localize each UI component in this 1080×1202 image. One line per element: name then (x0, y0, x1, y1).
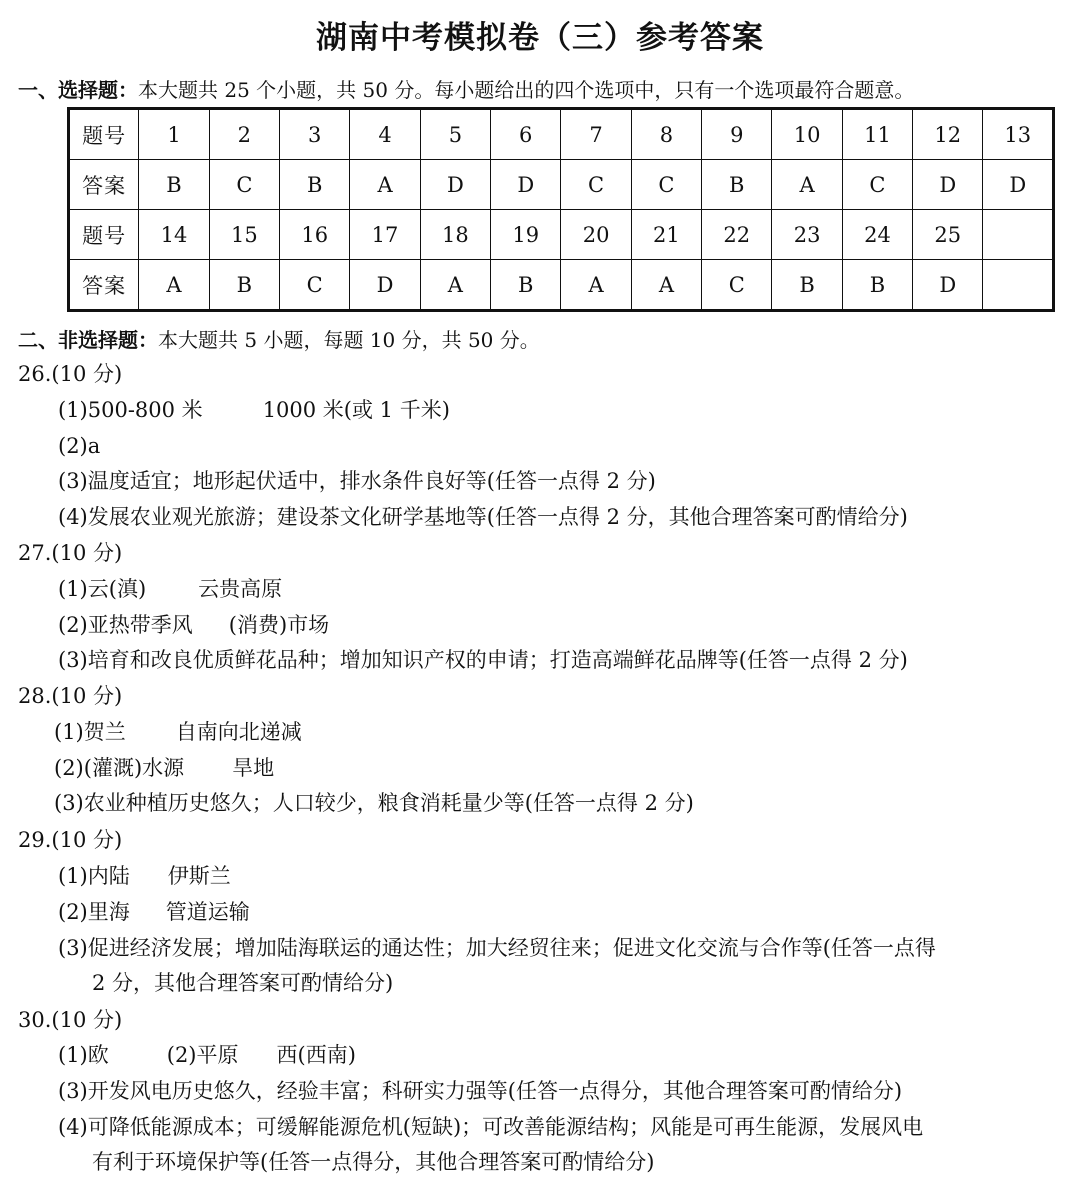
q30-answer-2b: 西(西南) (276, 1043, 356, 1067)
q29-answer-2a: (2)里海 (58, 900, 130, 924)
answer-cell: B (491, 260, 561, 311)
answer-cell: C (209, 160, 279, 210)
question-30-header: 30.(10 分) (18, 1008, 123, 1032)
q26-answer-4: (4)发展农业观光旅游；建设茶文化研学基地等(任答一点得 2 分，其他合理答案可酌情给分) (58, 505, 908, 529)
q30-answer-2a: (2)平原 (166, 1043, 239, 1067)
answer-cell: D (350, 260, 420, 311)
answer-cell: A (139, 260, 209, 311)
q29-answer-1b: 伊斯兰 (167, 864, 231, 888)
qnum-cell: 4 (350, 109, 420, 160)
qnum-cell: 1 (139, 109, 209, 160)
q29-answer-2b: 管道运输 (165, 900, 250, 924)
qnum-cell: 19 (491, 210, 561, 260)
section2-desc: 本大题共 5 小题，每题 10 分，共 50 分。 (158, 328, 540, 352)
qnum-cell: 24 (842, 210, 912, 260)
row-label-ans: 答案 (69, 260, 139, 311)
answer-cell: A (420, 260, 490, 311)
answer-cell: C (702, 260, 772, 311)
qnum-cell: 3 (280, 109, 350, 160)
q30-answer-1: (1)欧 (58, 1043, 109, 1067)
qnum-cell: 7 (561, 109, 631, 160)
answer-cell: B (209, 260, 279, 311)
q26-answer-1 (58, 396, 450, 424)
qnum-cell: 15 (209, 210, 279, 260)
page-title: 湖南中考模拟卷（三）参考答案 (316, 20, 764, 56)
qnum-cell: 6 (491, 109, 561, 160)
qnum-cell: 18 (420, 210, 490, 260)
answer-cell: B (772, 260, 842, 311)
qnum-cell: 16 (280, 210, 350, 260)
answer-cell: B (139, 160, 209, 210)
section1-heading: 一、选择题： (18, 78, 138, 102)
answer-cell: D (913, 260, 983, 311)
table-row-ans-1 (69, 160, 1054, 210)
question-29-header: 29.(10 分) (18, 828, 123, 852)
answer-cell: C (280, 260, 350, 311)
q27-answer-1 (58, 575, 282, 603)
answer-cell: A (772, 160, 842, 210)
q28-answer-2a: (2)(灌溉)水源 (54, 756, 185, 780)
q30-answer-1-2 (58, 1041, 356, 1069)
table-row-num-1 (69, 109, 1054, 160)
answer-table (67, 107, 1055, 312)
q27-answer-1a: (1)云(滇) (58, 577, 147, 601)
q29-answer-3-cont: 2 分，其他合理答案可酌情给分) (92, 971, 394, 995)
section2-heading: 二、非选择题： (18, 328, 158, 352)
qnum-cell: 17 (350, 210, 420, 260)
question-28-header: 28.(10 分) (18, 684, 123, 708)
section1-desc: 本大题共 25 个小题，共 50 分。每小题给出的四个选项中，只有一个选项最符合题意。 (138, 78, 915, 102)
qnum-cell: 8 (631, 109, 701, 160)
qnum-cell: 21 (631, 210, 701, 260)
answer-cell: A (350, 160, 420, 210)
answer-cell: C (631, 160, 701, 210)
q29-answer-2 (58, 898, 250, 926)
qnum-cell: 11 (842, 109, 912, 160)
q29-answer-3: (3)促进经济发展；增加陆海联运的通达性；加大经贸往来；促进文化交流与合作等(任答一点得 (58, 936, 936, 960)
q26-answer-3: (3)温度适宜；地形起伏适中，排水条件良好等(任答一点得 2 分) (58, 469, 656, 493)
qnum-cell: 10 (772, 109, 842, 160)
section1-header (18, 74, 914, 103)
empty-cell (983, 210, 1054, 260)
answer-cell: C (842, 160, 912, 210)
q26-answer-1b: 1000 米(或 1 千米) (262, 398, 450, 422)
qnum-cell: 9 (702, 109, 772, 160)
q28-answer-2b: 旱地 (232, 756, 275, 780)
q29-answer-1 (58, 862, 231, 890)
qnum-cell: 20 (561, 210, 631, 260)
answer-cell: B (280, 160, 350, 210)
answer-cell: C (561, 160, 631, 210)
q28-answer-1b: 自南向北递减 (175, 720, 302, 744)
q28-answer-3: (3)农业种植历史悠久；人口较少，粮食消耗量少等(任答一点得 2 分) (54, 791, 694, 815)
answer-cell: D (491, 160, 561, 210)
answer-cell: B (842, 260, 912, 311)
row-label-num: 题号 (69, 210, 139, 260)
answer-cell: B (702, 160, 772, 210)
qnum-cell: 14 (139, 210, 209, 260)
qnum-cell: 12 (913, 109, 983, 160)
answer-cell: D (420, 160, 490, 210)
answer-cell: A (561, 260, 631, 311)
qnum-cell: 13 (983, 109, 1054, 160)
empty-cell (983, 260, 1054, 311)
row-label-num: 题号 (69, 109, 139, 160)
q27-answer-2 (58, 611, 329, 639)
qnum-cell: 22 (702, 210, 772, 260)
qnum-cell: 2 (209, 109, 279, 160)
q27-answer-3: (3)培育和改良优质鲜花品种；增加知识产权的申请；打造高端鲜花品牌等(任答一点得 2 分) (58, 648, 908, 672)
q29-answer-1a: (1)内陆 (58, 864, 130, 888)
answer-cell: D (913, 160, 983, 210)
table-row-ans-2 (69, 260, 1054, 311)
q26-answer-2: (2)a (58, 434, 101, 458)
q28-answer-1 (54, 718, 302, 746)
row-label-ans: 答案 (69, 160, 139, 210)
q30-answer-3: (3)开发风电历史悠久，经验丰富；科研实力强等(任答一点得分，其他合理答案可酌情给分) (58, 1079, 903, 1103)
qnum-cell: 5 (420, 109, 490, 160)
q30-answer-4-cont: 有利于环境保护等(任答一点得分，其他合理答案可酌情给分) (92, 1150, 655, 1174)
table-row-num-2 (69, 210, 1054, 260)
q27-answer-2a: (2)亚热带季风 (58, 613, 193, 637)
qnum-cell: 23 (772, 210, 842, 260)
q28-answer-2 (54, 754, 274, 782)
section2-header (18, 324, 540, 353)
answer-cell: D (983, 160, 1054, 210)
q27-answer-2b: (消费)市场 (228, 613, 330, 637)
question-27-header: 27.(10 分) (18, 541, 123, 565)
q27-answer-1b: 云贵高原 (198, 577, 283, 601)
q28-answer-1a: (1)贺兰 (54, 720, 126, 744)
answer-cell: A (631, 260, 701, 311)
question-26-header: 26.(10 分) (18, 362, 123, 386)
q26-answer-1a: (1)500-800 米 (58, 398, 203, 422)
qnum-cell: 25 (913, 210, 983, 260)
q30-answer-4: (4)可降低能源成本；可缓解能源危机(短缺)；可改善能源结构；风能是可再生能源，发展风电 (58, 1115, 924, 1139)
